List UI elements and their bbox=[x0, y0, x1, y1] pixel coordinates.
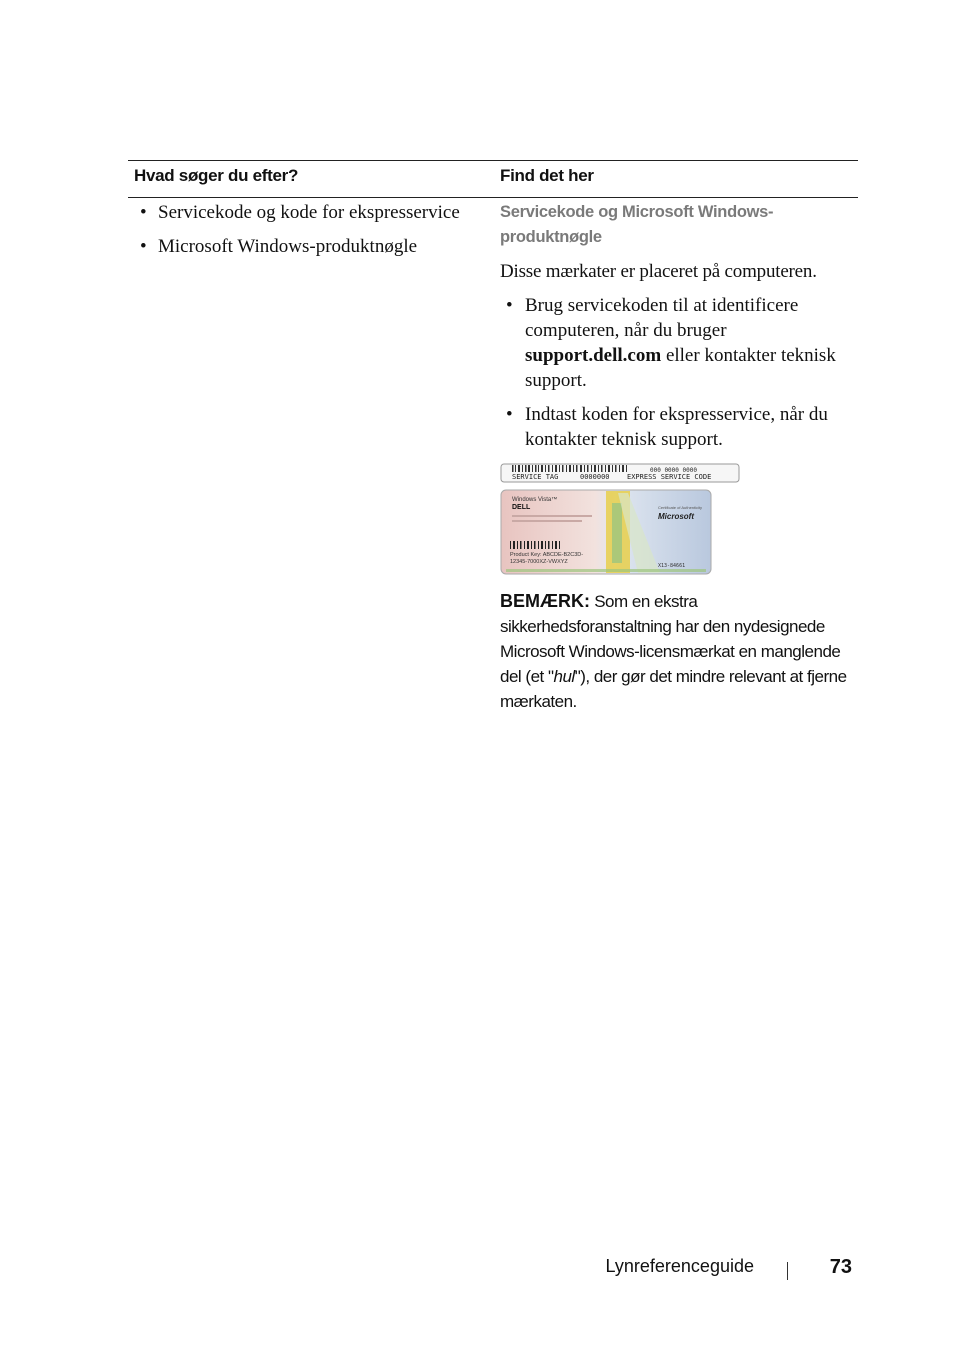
label-illustration bbox=[500, 463, 742, 575]
dell-logo: DELL bbox=[512, 504, 531, 511]
header-right: Find det her bbox=[500, 166, 594, 185]
support-link[interactable]: support.dell.com bbox=[525, 345, 662, 366]
page-number: 73 bbox=[829, 1256, 852, 1278]
product-key-text: Product Key: ABCDE-B2C3D- bbox=[510, 552, 584, 558]
note-label: BEMÆRK: bbox=[500, 591, 590, 611]
list-item bbox=[138, 234, 488, 259]
serial-text: X13-84661 bbox=[658, 563, 686, 569]
service-tag-value: 0000000 bbox=[580, 473, 610, 481]
footer-separator bbox=[787, 1262, 788, 1280]
microsoft-logo: Microsoft bbox=[658, 512, 694, 521]
note-text-post: "), der gør det mindre relevant at fjerne mærkaten. bbox=[500, 667, 847, 711]
bullet1-post: eller kontakter teknisk support. bbox=[525, 345, 836, 391]
bullet: • bbox=[140, 236, 147, 257]
product-key-text-2: 12345-7000XZ-VWXYZ bbox=[510, 559, 568, 565]
coa-text: Certificate of Authenticity bbox=[658, 505, 703, 510]
table-header bbox=[128, 161, 858, 198]
windows-vista-text: Windows Vista™ bbox=[512, 497, 558, 503]
note-text-pre: Som en ekstra sikkerhedsforanstaltning har den nydesignede Microsoft Windows-licensmærkat en manglende del (et " bbox=[500, 592, 841, 686]
bullet: • bbox=[140, 202, 147, 223]
service-tag-text: SERVICE TAG bbox=[512, 473, 559, 481]
barcode-icon bbox=[510, 541, 560, 549]
section-title: Servicekode og Microsoft Windows-produktnøgle bbox=[500, 203, 774, 246]
express-code-value: 000 0000 0000 bbox=[650, 467, 697, 474]
note-text-italic: hul bbox=[553, 667, 575, 686]
list-item-text: Servicekode og kode for ekspresservice bbox=[158, 202, 460, 223]
list-item bbox=[500, 293, 856, 393]
note bbox=[500, 589, 856, 714]
bullet: • bbox=[506, 404, 513, 425]
intro-text: Disse mærkater er placeret på computeren. bbox=[500, 261, 817, 282]
barcode-icon bbox=[512, 465, 627, 472]
bullet2-text: Indtast koden for ekspresservice, når du kontakter teknisk support. bbox=[525, 404, 828, 450]
list-item-text: Microsoft Windows-produktnøgle bbox=[158, 236, 418, 257]
service-label-image bbox=[500, 463, 742, 575]
left-column bbox=[138, 200, 488, 268]
page-footer bbox=[560, 1256, 854, 1284]
info-table bbox=[128, 160, 858, 198]
list-item bbox=[500, 402, 856, 452]
list-item bbox=[138, 200, 488, 225]
footer-title: Lynreferenceguide bbox=[605, 1256, 754, 1276]
header-left: Hvad søger du efter? bbox=[134, 166, 299, 185]
express-code-text: EXPRESS SERVICE CODE bbox=[627, 473, 712, 481]
right-column bbox=[500, 200, 856, 714]
bullet1-pre: Brug servicekoden til at identificere computeren, når du bruger bbox=[525, 295, 799, 341]
bullet: • bbox=[506, 295, 513, 316]
